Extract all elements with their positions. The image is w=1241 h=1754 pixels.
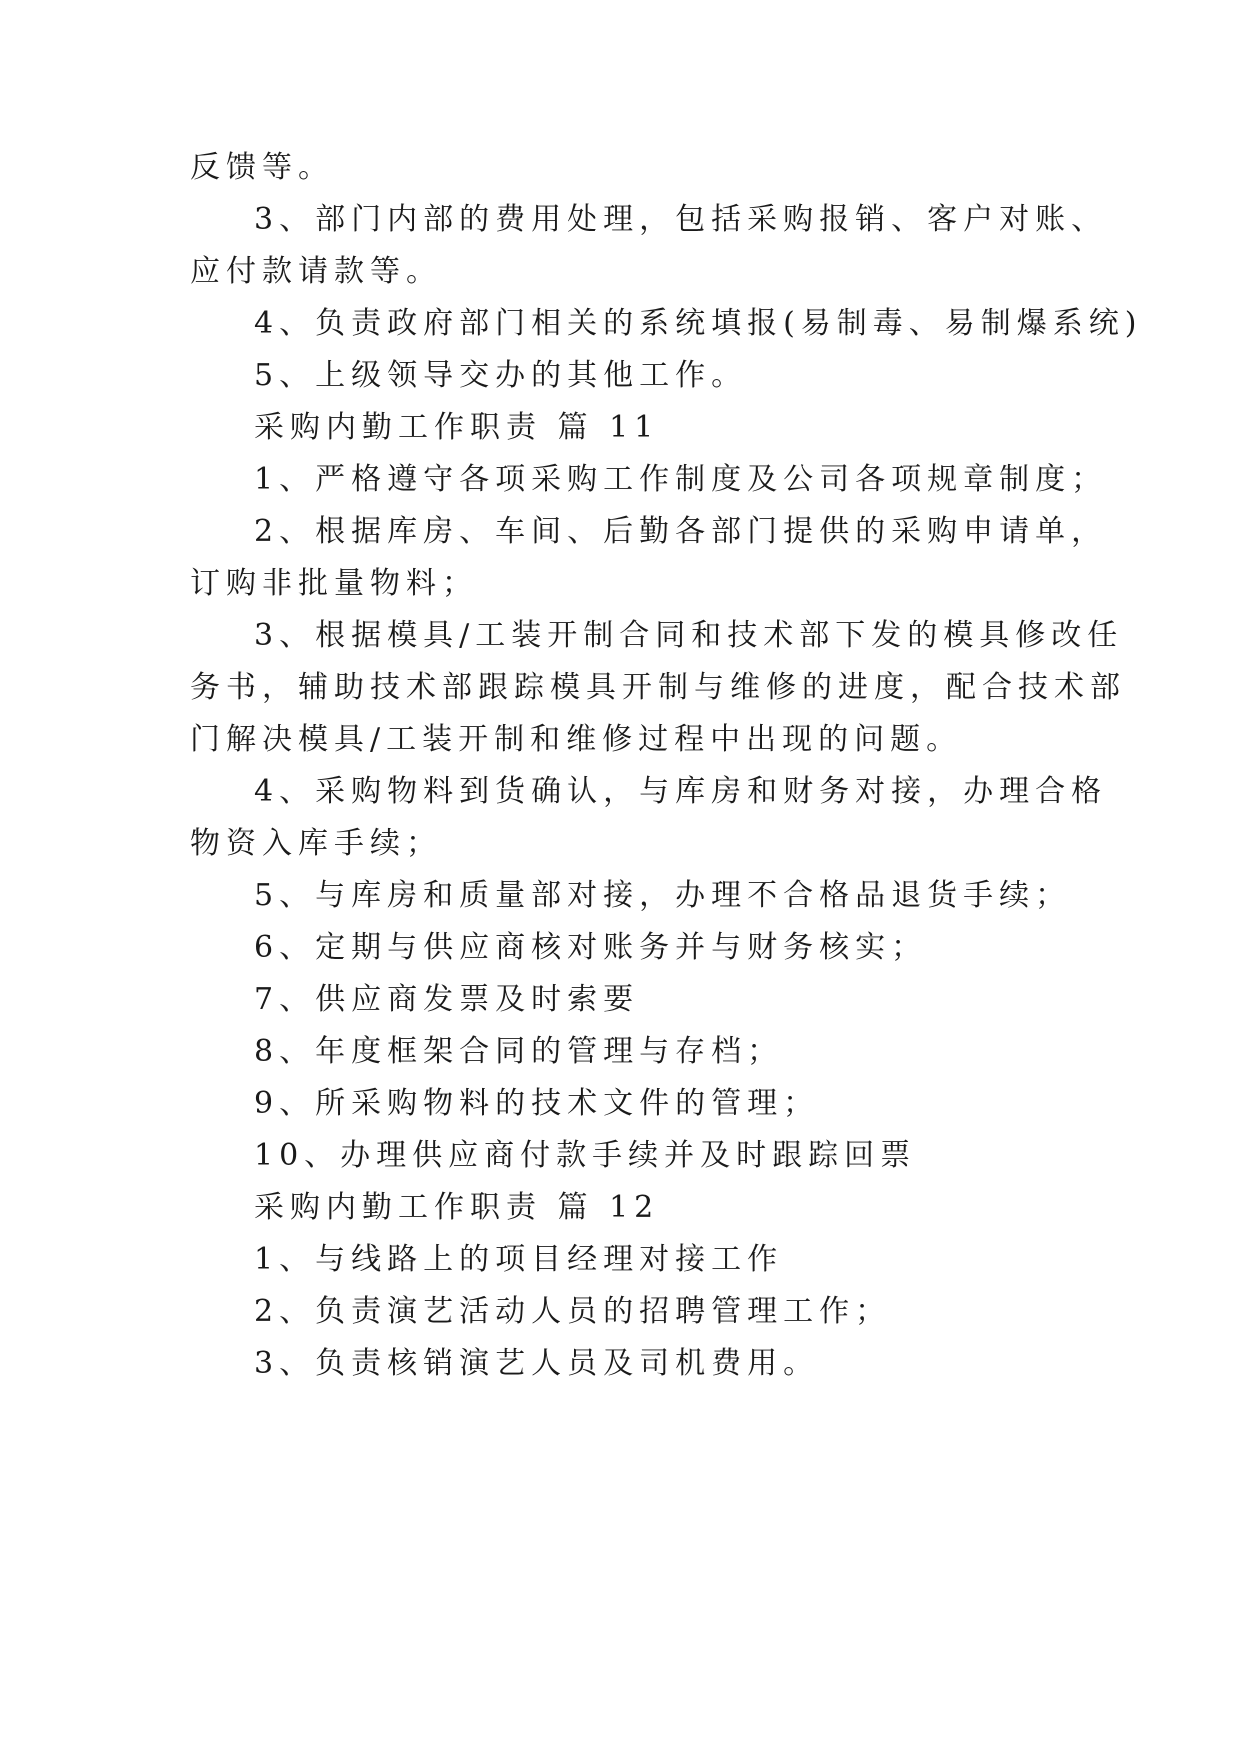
text-line: 1、与线路上的项目经理对接工作 bbox=[254, 1242, 784, 1277]
text-line: 1、严格遵守各项采购工作制度及公司各项规章制度； bbox=[254, 462, 1108, 497]
section-heading: 采购内勤工作职责 篇 12 bbox=[254, 1190, 660, 1225]
text-line: 3、部门内部的费用处理，包括采购报销、客户对账、 bbox=[254, 202, 1108, 237]
text-line: 10、办理供应商付款手续并及时跟踪回票 bbox=[254, 1138, 917, 1173]
text-line: 门解决模具/工装开制和维修过程中出现的问题。 bbox=[190, 722, 963, 757]
section-heading: 采购内勤工作职责 篇 11 bbox=[254, 410, 660, 445]
text-line: 应付款请款等。 bbox=[190, 254, 442, 289]
text-line: 4、采购物料到货确认，与库房和财务对接，办理合格 bbox=[254, 774, 1108, 809]
text-line: 3、负责核销演艺人员及司机费用。 bbox=[254, 1346, 820, 1381]
text-line: 4、负责政府部门相关的系统填报(易制毒、易制爆系统) bbox=[254, 306, 1143, 341]
text-line: 务书，辅助技术部跟踪模具开制与维修的进度，配合技术部 bbox=[190, 670, 1126, 705]
text-line: 反馈等。 bbox=[190, 150, 334, 185]
text-line: 9、所采购物料的技术文件的管理； bbox=[254, 1086, 820, 1121]
text-line: 订购非批量物料； bbox=[190, 566, 478, 601]
text-line: 5、上级领导交办的其他工作。 bbox=[254, 358, 748, 393]
text-line: 物资入库手续； bbox=[190, 826, 442, 861]
text-line: 2、负责演艺活动人员的招聘管理工作； bbox=[254, 1294, 892, 1329]
text-line: 2、根据库房、车间、后勤各部门提供的采购申请单， bbox=[254, 514, 1108, 549]
text-line: 5、与库房和质量部对接，办理不合格品退货手续； bbox=[254, 878, 1072, 913]
text-line: 7、供应商发票及时索要 bbox=[254, 982, 640, 1017]
text-line: 8、年度框架合同的管理与存档； bbox=[254, 1034, 784, 1069]
text-line: 3、根据模具/工装开制合同和技术部下发的模具修改任 bbox=[254, 618, 1124, 653]
text-line: 6、定期与供应商核对账务并与财务核实； bbox=[254, 930, 928, 965]
